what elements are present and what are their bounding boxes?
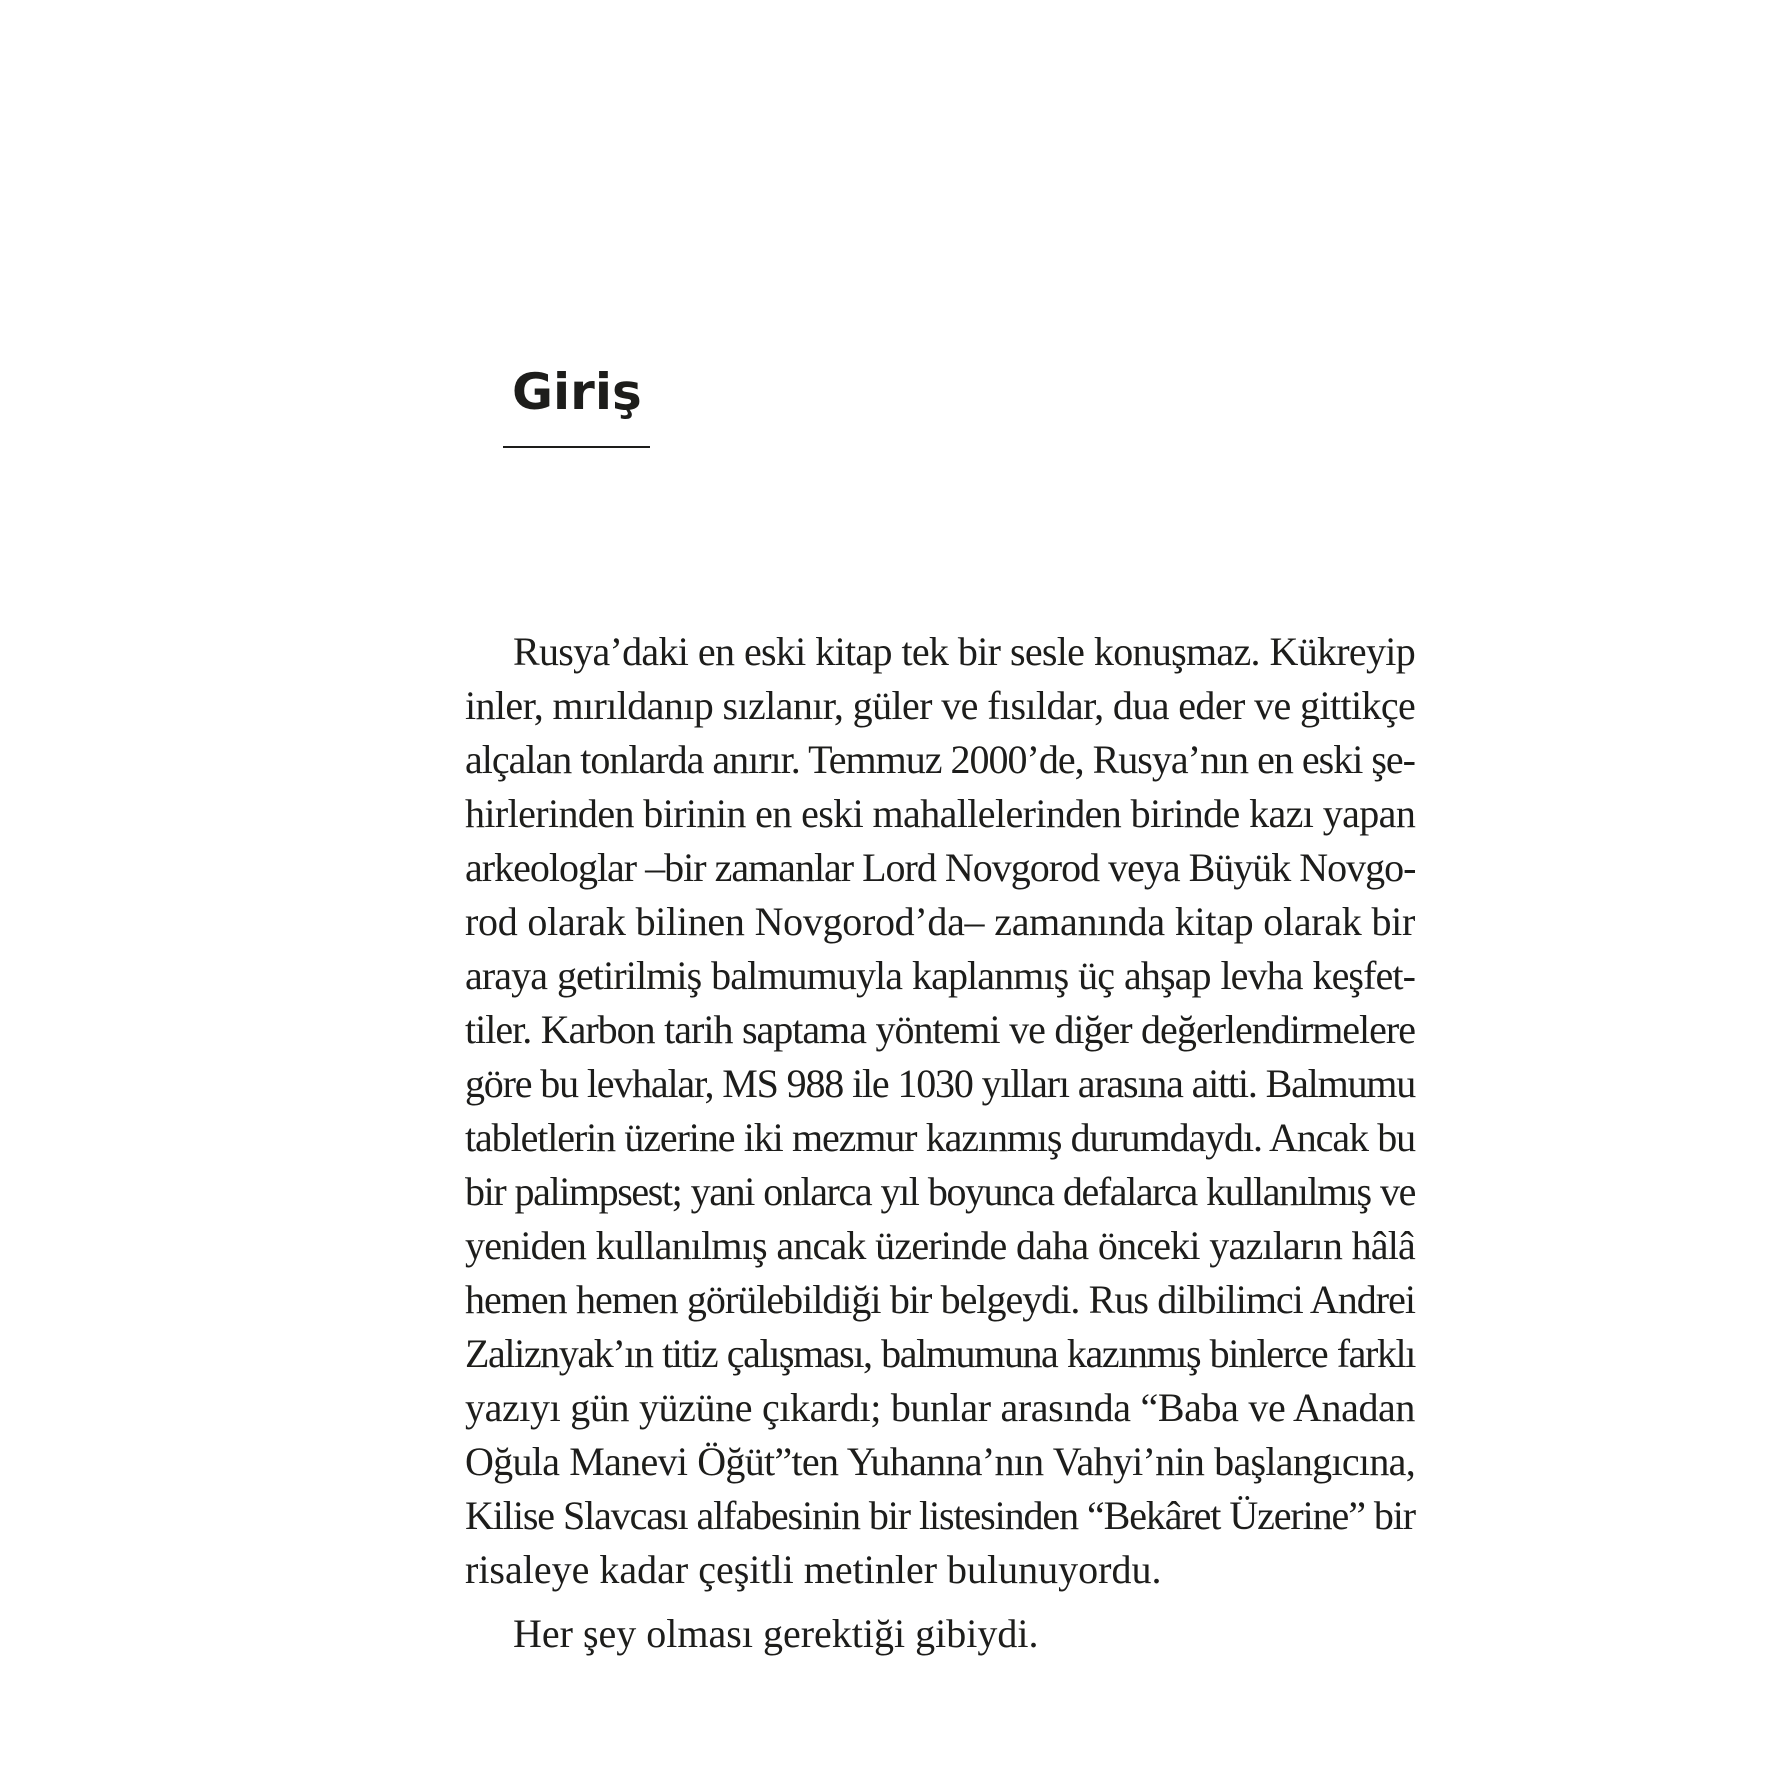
text-line: Zaliznyak’ın titiz çalışması, balmumuna kazınmış binlerce farklı xyxy=(465,1331,1415,1376)
text-line: Rusya’daki en eski kitap tek bir sesle konuşmaz. Kükreyip xyxy=(513,629,1415,674)
text-line: bir palimpsest; yani onlarca yıl boyunca defalarca kullanılmış ve xyxy=(465,1169,1415,1214)
text-line: araya getirilmiş balmumuyla kaplanmış üç ahşap levha keşfet- xyxy=(465,953,1415,998)
paragraph-1 xyxy=(465,625,1415,1597)
text-line: yazıyı gün yüzüne çıkardı; bunlar arasında “Baba ve Anadan xyxy=(465,1385,1415,1430)
text-line: alçalan tonlarda anırır. Temmuz 2000’de, Rusya’nın en eski şe- xyxy=(465,737,1415,782)
text-line: risaleye kadar çeşitli metinler bulunuyordu. xyxy=(465,1547,1162,1592)
text-line: hemen hemen görülebildiği bir belgeydi. Rus dilbilimci Andrei xyxy=(465,1277,1415,1322)
title-underline xyxy=(503,446,650,448)
text-line: arkeologlar –bir zamanlar Lord Novgorod veya Büyük Novgo- xyxy=(465,845,1416,890)
chapter-title: Giriş xyxy=(512,363,642,421)
text-line: tabletlerin üzerine iki mezmur kazınmış durumdaydı. Ancak bu xyxy=(465,1115,1415,1160)
text-line: Her şey olması gerektiği gibiydi. xyxy=(513,1611,1039,1656)
text-line: rod olarak bilinen Novgorod’da– zamanında kitap olarak bir xyxy=(465,899,1415,944)
text-line: yeniden kullanılmış ancak üzerinde daha önceki yazıların hâlâ xyxy=(465,1223,1415,1268)
text-line: inler, mırıldanıp sızlanır, güler ve fısıldar, dua eder ve gittikçe xyxy=(465,683,1416,728)
text-line: Oğula Manevi Öğüt”ten Yuhanna’nın Vahyi’nin başlangıcına, xyxy=(465,1439,1415,1484)
paragraph-2 xyxy=(465,1607,1415,1661)
body-text xyxy=(465,625,1415,1661)
text-line: Kilise Slavcası alfabesinin bir listesinden “Bekâret Üzerine” bir xyxy=(465,1493,1415,1538)
text-line: göre bu levhalar, MS 988 ile 1030 yılları arasına aitti. Balmumu xyxy=(465,1061,1415,1106)
text-line: tiler. Karbon tarih saptama yöntemi ve diğer değerlendirmelere xyxy=(465,1007,1415,1052)
text-line: hirlerinden birinin en eski mahallelerinden birinde kazı yapan xyxy=(465,791,1416,836)
